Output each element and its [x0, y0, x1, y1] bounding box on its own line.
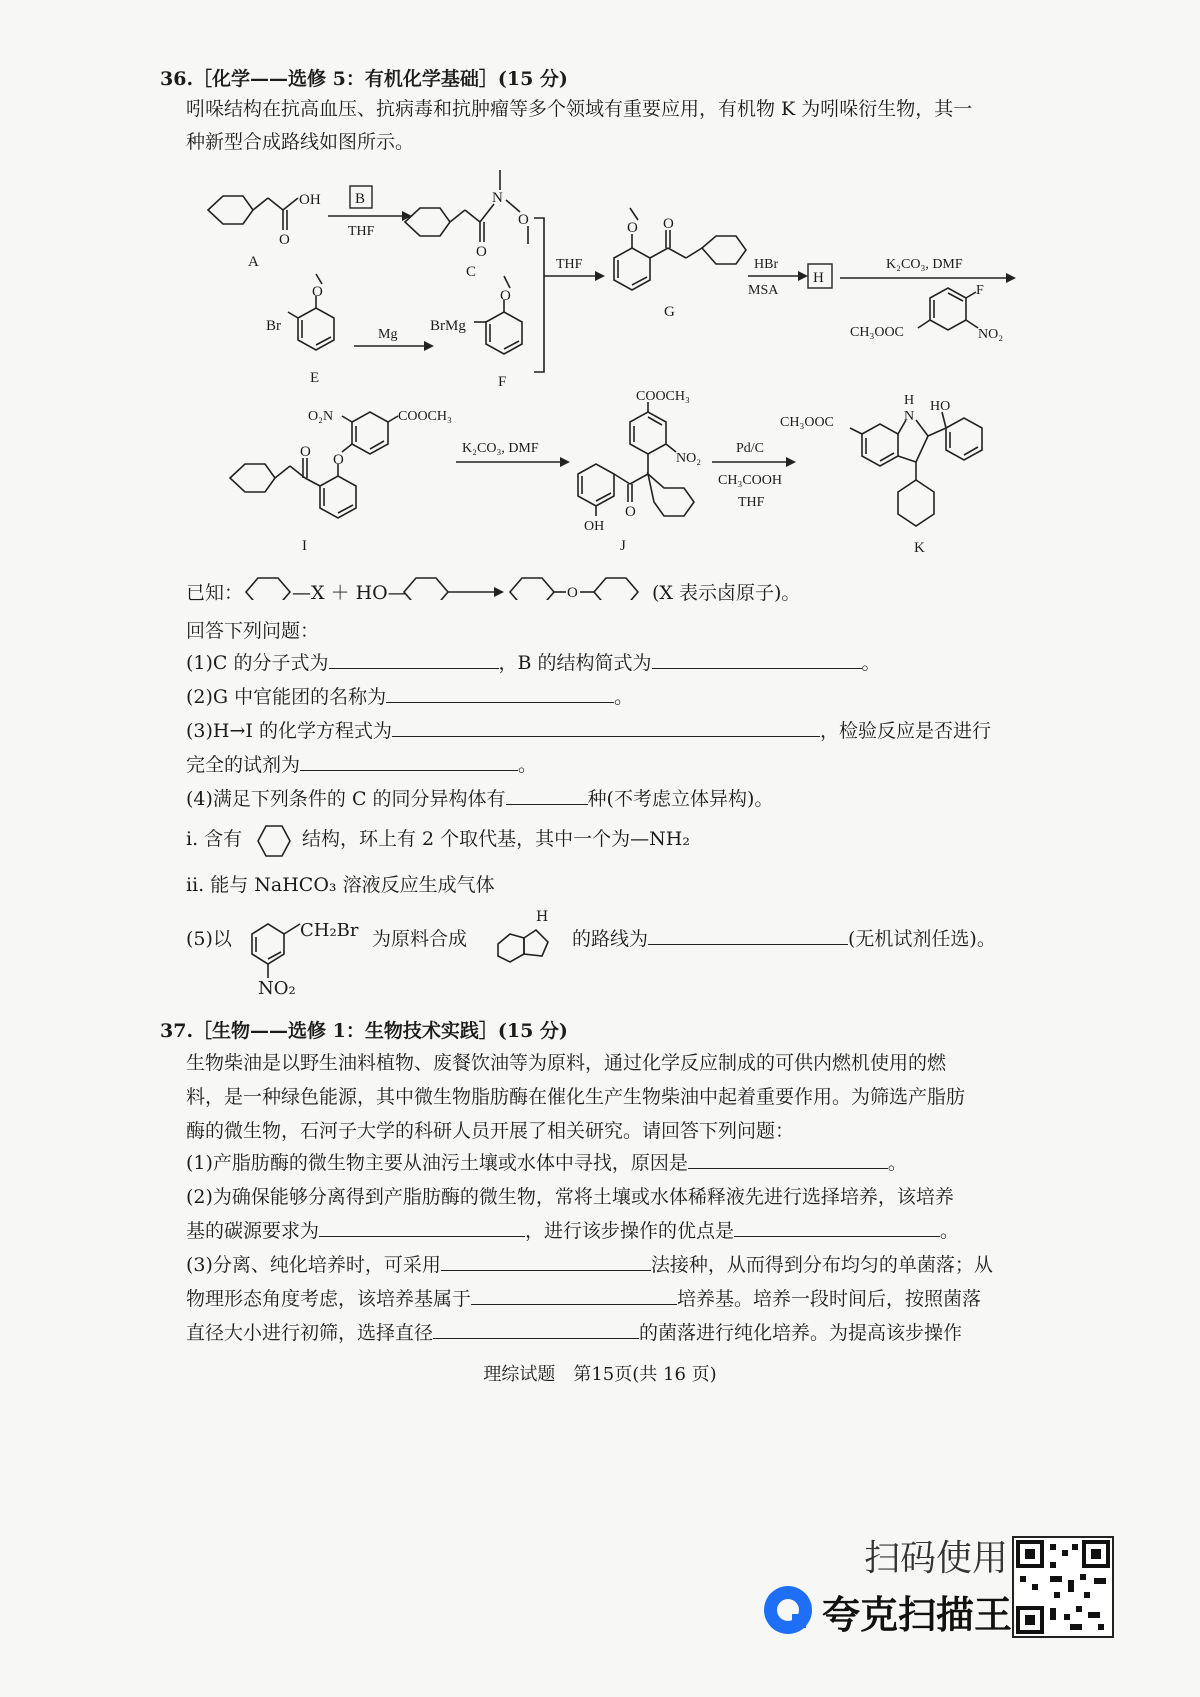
q36-part1: (1)C 的分子式为 ，B 的结构简式为 。	[186, 652, 881, 674]
svg-text:HO: HO	[930, 399, 951, 414]
answer-blank[interactable]	[471, 1286, 677, 1305]
answer-blank[interactable]	[652, 650, 862, 669]
svg-text:CH₃OOC: CH₃OOC	[780, 415, 834, 430]
label-h: H	[813, 270, 824, 286]
label-a: A	[248, 254, 259, 270]
svg-text:K₂CO₃, DMF: K₂CO₃, DMF	[886, 257, 963, 272]
q37-header: 37.［生物——选修 1：生物技术实践］(15 分)	[160, 1020, 568, 1042]
answer-blank[interactable]	[506, 786, 588, 805]
label-e: E	[310, 370, 320, 386]
q36-part5-prefix: (5)以	[186, 928, 232, 950]
known-note: (X 表示卤原子)。	[652, 582, 801, 604]
svg-text:O: O	[300, 444, 311, 460]
q37-line3: 酶的微生物，石河子大学的科研人员开展了相关研究。请回答下列问题：	[186, 1120, 795, 1142]
answer-blank[interactable]	[441, 1252, 651, 1271]
condition-i-label: ⅰ. 含有	[186, 828, 243, 850]
svg-text:N: N	[492, 190, 503, 206]
svg-text:THF: THF	[738, 495, 765, 510]
q36-intro-line2: 种新型合成路线如图所示。	[186, 131, 415, 153]
svg-text:O: O	[476, 244, 487, 260]
label-c: C	[466, 264, 477, 280]
known-prefix: 已知：	[186, 582, 244, 604]
svg-text:COOCH₃: COOCH₃	[398, 409, 452, 424]
indole-h-label: H	[536, 909, 549, 925]
watermark-line2: 夸克扫描王	[822, 1593, 1013, 1637]
svg-text:F: F	[976, 283, 984, 298]
svg-text:O: O	[333, 452, 344, 468]
answer-blank[interactable]	[688, 1150, 888, 1169]
known-x-ho: —X ＋ HO—	[292, 582, 407, 604]
q36-part5-mid: 为原料合成	[372, 928, 468, 950]
svg-text:THF: THF	[556, 257, 583, 272]
answer-blank[interactable]	[734, 1218, 940, 1237]
svg-text:O: O	[627, 220, 638, 236]
label-f: F	[498, 374, 507, 390]
compound-c	[405, 170, 529, 280]
answer-blank[interactable]	[648, 926, 848, 945]
svg-text:O: O	[625, 504, 636, 520]
answer-blank[interactable]	[300, 752, 518, 771]
q36-part3: (3)H→I 的化学方程式为 ，检验反应是否进行	[186, 720, 991, 742]
svg-text:O₂N: O₂N	[308, 409, 334, 424]
compound-j	[578, 389, 701, 554]
label-i: I	[302, 538, 307, 554]
svg-text:O: O	[518, 212, 529, 228]
compound-i	[230, 409, 452, 554]
q36-part5-route: 的路线为 (无机试剂任选)。	[572, 928, 996, 950]
answer-intro: 回答下列问题：	[186, 620, 320, 642]
watermark-line1: 扫码使用	[864, 1538, 1009, 1579]
answer-blank[interactable]	[329, 650, 499, 669]
svg-text:COOCH₃: COOCH₃	[636, 389, 690, 404]
answer-blank[interactable]	[386, 684, 614, 703]
q37-line2: 料，是一种绿色能源，其中微生物脂肪酶在催化生产生物柴油中起着重要作用。为筛选产脂肪	[186, 1086, 966, 1108]
q37-part1: (1)产脂肪酶的微生物主要从油污土壤或水体中寻找，原因是 。	[186, 1152, 907, 1174]
svg-text:CH₃COOH: CH₃COOH	[718, 473, 782, 488]
q36-header: 36.［化学——选修 5：有机化学基础］(15 分)	[160, 68, 568, 90]
label-g: G	[664, 304, 675, 320]
svg-text:Br: Br	[266, 318, 281, 334]
q36-part2: (2)G 中官能团的名称为 。	[186, 686, 634, 708]
q37-part2: (2)为确保能够分离得到产脂肪酶的微生物，常将土壤或水体稀释液先进行选择培养，该培养	[186, 1186, 954, 1208]
svg-text:BrMg: BrMg	[430, 318, 466, 334]
svg-text:O: O	[663, 216, 674, 232]
svg-text:OH: OH	[584, 519, 605, 534]
condition-i-text: 结构，环上有 2 个取代基，其中一个为—NH₂	[302, 828, 690, 850]
compound-g	[614, 208, 746, 320]
svg-text:Pd/C: Pd/C	[736, 441, 765, 456]
cyclohexane-ring-icon	[254, 822, 294, 860]
q37-part3-cont: 物理形态角度考虑，该培养基属于 培养基。培养一段时间后，按照菌落	[186, 1288, 982, 1310]
label-b: B	[355, 191, 366, 207]
label-j: J	[620, 538, 626, 554]
q37-part2-cont: 基的碳源要求为 ，进行该步操作的优点是 。	[186, 1220, 960, 1242]
svg-text:NO₂: NO₂	[978, 327, 1004, 342]
q37-part3: (3)分离、纯化培养时，可采用 法接种，从而得到分布均匀的单菌落；从	[186, 1254, 993, 1276]
svg-text:CH₃OOC: CH₃OOC	[850, 325, 904, 340]
synthesis-scheme	[0, 0, 1200, 600]
svg-text:K₂CO₃, DMF: K₂CO₃, DMF	[462, 441, 539, 456]
compound-e	[266, 274, 334, 386]
answer-blank[interactable]	[319, 1218, 525, 1237]
quark-logo-icon	[762, 1584, 814, 1636]
no2-label: NO₂	[258, 978, 296, 999]
svg-text:O: O	[279, 232, 290, 248]
svg-text:NO₂: NO₂	[676, 451, 702, 466]
q36-part3-cont: 完全的试剂为 。	[186, 754, 538, 776]
q37-line1: 生物柴油是以野生油料植物、废餐饮油等为原料，通过化学反应制成的可供内燃机使用的燃	[186, 1052, 947, 1074]
page-footer: 理综试题 第15页(共 16 页)	[483, 1364, 717, 1385]
svg-text:H: H	[904, 393, 915, 408]
q37-part3-cont2: 直径大小进行初筛，选择直径 的菌落进行纯化培养。为提高该步操作	[186, 1322, 963, 1344]
indole-structure	[492, 908, 568, 968]
svg-text:N: N	[904, 409, 915, 424]
svg-text:MSA: MSA	[748, 283, 779, 298]
ch2br-label: CH₂Br	[300, 920, 359, 941]
svg-text:O: O	[500, 288, 511, 304]
svg-text:HBr: HBr	[754, 257, 779, 272]
answer-blank[interactable]	[392, 718, 820, 737]
q36-intro-line1: 吲哚结构在抗高血压、抗病毒和抗肿瘤等多个领域有重要应用，有机物 K 为吲哚衍生物，其一	[186, 98, 973, 120]
answer-blank[interactable]	[433, 1320, 639, 1339]
q36-part4: (4)满足下列条件的 C 的同分异构体有 种(不考虑立体异构)。	[186, 788, 774, 810]
svg-text:THF: THF	[348, 224, 375, 239]
svg-text:O: O	[312, 284, 323, 300]
svg-text:O: O	[567, 585, 578, 600]
compound-k	[780, 393, 982, 556]
qr-code-icon[interactable]	[1012, 1536, 1114, 1638]
svg-text:OH: OH	[299, 192, 321, 208]
label-k: K	[914, 540, 925, 556]
compound-f	[430, 276, 522, 390]
condition-ii: ⅱ. 能与 NaHCO₃ 溶液反应生成气体	[186, 874, 495, 896]
compound-a	[208, 192, 321, 270]
svg-text:Mg: Mg	[378, 327, 398, 342]
